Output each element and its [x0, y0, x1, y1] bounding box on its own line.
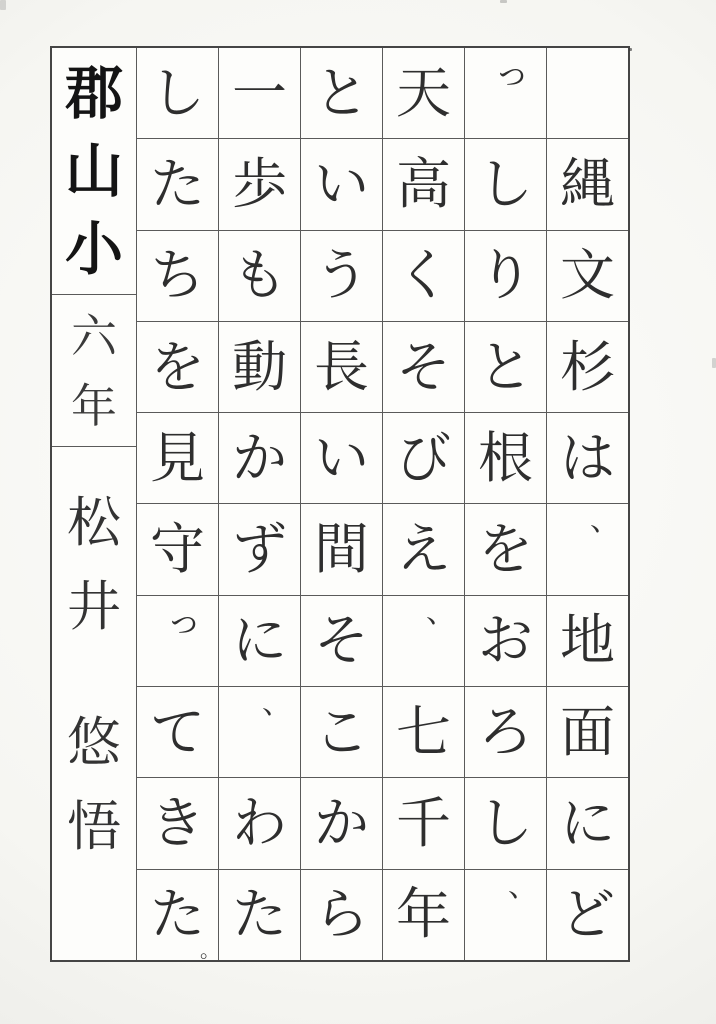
grid-cell: [465, 595, 546, 686]
handwritten-character: び: [395, 425, 451, 490]
handwritten-character: ず: [231, 517, 287, 582]
handwritten-character: っ: [165, 600, 202, 642]
handwritten-character: 間: [313, 517, 369, 582]
scan-artifact: [712, 358, 716, 368]
school-name-section: [52, 48, 136, 294]
grid-cell: [301, 869, 382, 960]
grade-character: 年: [71, 378, 117, 433]
handwritten-character: も: [231, 243, 287, 308]
handwritten-character: 長: [313, 334, 369, 399]
comma-mark: 、: [590, 503, 620, 539]
handwritten-character: ど: [559, 882, 615, 947]
student-name-character: 井: [67, 575, 121, 638]
handwritten-character: た: [231, 882, 287, 947]
grid-cell: [465, 869, 546, 960]
handwritten-character: 文: [559, 243, 615, 308]
handwritten-character: を: [149, 334, 205, 399]
grade-character: 六: [71, 308, 117, 363]
handwritten-character: 根: [477, 425, 533, 490]
scan-artifact: [500, 0, 507, 3]
handwritten-character: そ: [395, 334, 451, 399]
grid-cell: [547, 412, 628, 503]
handwritten-character: お: [477, 608, 533, 673]
handwritten-character: か: [231, 425, 287, 490]
handwritten-character: ろ: [477, 699, 533, 764]
grid-column: [546, 48, 628, 960]
grid-cell: [137, 230, 218, 321]
handwritten-character: 守: [149, 517, 205, 582]
handwritten-character: た: [149, 882, 205, 947]
handwritten-character: 千: [395, 791, 451, 856]
handwritten-character: り: [477, 243, 533, 308]
handwritten-character: 一: [231, 60, 287, 125]
grid-cell: [301, 503, 382, 594]
grid-cell: [547, 48, 628, 138]
grid-cell: [383, 869, 464, 960]
grid-cell: [301, 595, 382, 686]
handwritten-character: 見: [149, 425, 205, 490]
handwritten-character: 縄: [559, 151, 615, 216]
handwritten-character: う: [313, 243, 369, 308]
grid-cell: [465, 321, 546, 412]
school-name-character: 郡: [64, 59, 123, 127]
handwritten-character: 歩: [231, 151, 287, 216]
handwritten-character: に: [231, 608, 287, 673]
grid-cell: [219, 869, 300, 960]
handwritten-character: と: [313, 60, 369, 125]
handwritten-character: て: [149, 699, 205, 764]
scan-artifact: [0, 0, 6, 10]
grid-cell: [301, 321, 382, 412]
grid-cell: [301, 686, 382, 777]
handwritten-character: た: [149, 151, 205, 216]
grid-cell: [137, 777, 218, 868]
grid-cell: [383, 412, 464, 503]
student-name-character: 松: [67, 491, 121, 554]
grid-cell: [301, 48, 382, 138]
grid-cell: [301, 412, 382, 503]
grid-cell: [547, 777, 628, 868]
grid-cell: [137, 869, 218, 960]
grid-cell: [137, 503, 218, 594]
handwritten-character: ち: [149, 243, 205, 308]
grid-cell: [383, 321, 464, 412]
grid-cell: [547, 686, 628, 777]
grid-column: [137, 48, 218, 960]
school-name-character: 小: [64, 215, 123, 283]
grid-cell: [547, 138, 628, 229]
handwritten-character: か: [313, 791, 369, 856]
handwritten-character: え: [395, 517, 451, 582]
grid-cell: [219, 503, 300, 594]
grid-cell: [219, 686, 300, 777]
grid-cell: [137, 48, 218, 138]
grid-cell: [219, 777, 300, 868]
grid-cell: [383, 503, 464, 594]
grid-cell: [383, 230, 464, 321]
grid-column: [382, 48, 464, 960]
handwritten-character: に: [559, 791, 615, 856]
comma-mark: 、: [426, 594, 456, 630]
grid-column: [218, 48, 300, 960]
grid-cell: [383, 686, 464, 777]
grid-cell: [465, 686, 546, 777]
grid-cell: [465, 230, 546, 321]
school-name-character: 山: [64, 137, 123, 205]
handwritten-character: 天: [395, 60, 451, 125]
grid-cell: [219, 138, 300, 229]
grid-cell: [219, 412, 300, 503]
grid-cell: [465, 138, 546, 229]
student-name-character: 悟: [67, 795, 121, 858]
grid-cell: [137, 138, 218, 229]
comma-mark: 、: [262, 686, 292, 722]
grid-cell: [547, 595, 628, 686]
grid-cell: [219, 48, 300, 138]
name-column: [52, 48, 137, 960]
handwritten-character: し: [477, 791, 533, 856]
comma-mark: 、: [508, 868, 538, 904]
grid-cell: [219, 595, 300, 686]
student-name-section: [52, 447, 136, 960]
handwritten-character: 動: [231, 334, 287, 399]
grid-cell: [383, 777, 464, 868]
grid-cell: [465, 48, 546, 138]
student-name-character: 悠: [67, 711, 121, 774]
grid-cell: [301, 138, 382, 229]
manuscript-grid-sheet: [50, 46, 630, 962]
handwritten-character: は: [559, 425, 615, 490]
handwritten-character: き: [149, 791, 205, 856]
grid-cell: [547, 869, 628, 960]
handwritten-character: と: [477, 334, 533, 399]
grid-cell: [301, 230, 382, 321]
handwritten-character: し: [149, 60, 205, 125]
handwritten-character: そ: [313, 608, 369, 673]
grid-cell: [301, 777, 382, 868]
grid-cell: [219, 230, 300, 321]
scan-artifact: [629, 48, 632, 51]
grid-cell: [465, 503, 546, 594]
grid-column: [300, 48, 382, 960]
grid-cell: [383, 48, 464, 138]
grade-section: [52, 294, 136, 447]
handwritten-character: こ: [313, 699, 369, 764]
handwritten-character: 七: [395, 699, 451, 764]
handwritten-character: 杉: [559, 334, 615, 399]
grid-cell: [137, 321, 218, 412]
grid-cell: [137, 412, 218, 503]
grid-cell: [465, 777, 546, 868]
handwritten-character: し: [477, 151, 533, 216]
handwritten-character: っ: [493, 53, 530, 94]
grid-cell: [383, 138, 464, 229]
handwritten-character: を: [477, 517, 533, 582]
handwritten-character: 高: [395, 151, 451, 216]
handwritten-character: 年: [395, 882, 451, 947]
handwritten-character: い: [313, 151, 369, 216]
grid-cell: [547, 321, 628, 412]
handwritten-character: わ: [231, 791, 287, 856]
handwritten-character: 地: [559, 608, 615, 673]
grid-cell: [137, 686, 218, 777]
handwritten-character: く: [395, 243, 451, 308]
grid-cell: [465, 412, 546, 503]
grid-cell: [219, 321, 300, 412]
handwritten-character: ら: [313, 882, 369, 947]
main-grid: [137, 48, 628, 960]
grid-cell: [547, 503, 628, 594]
grid-column: [464, 48, 546, 960]
grid-cell: [383, 595, 464, 686]
grid-cell: [137, 595, 218, 686]
handwritten-character: い: [313, 425, 369, 490]
handwritten-character: 面: [559, 699, 615, 764]
period-mark: 。: [200, 937, 220, 962]
grid-cell: [547, 230, 628, 321]
